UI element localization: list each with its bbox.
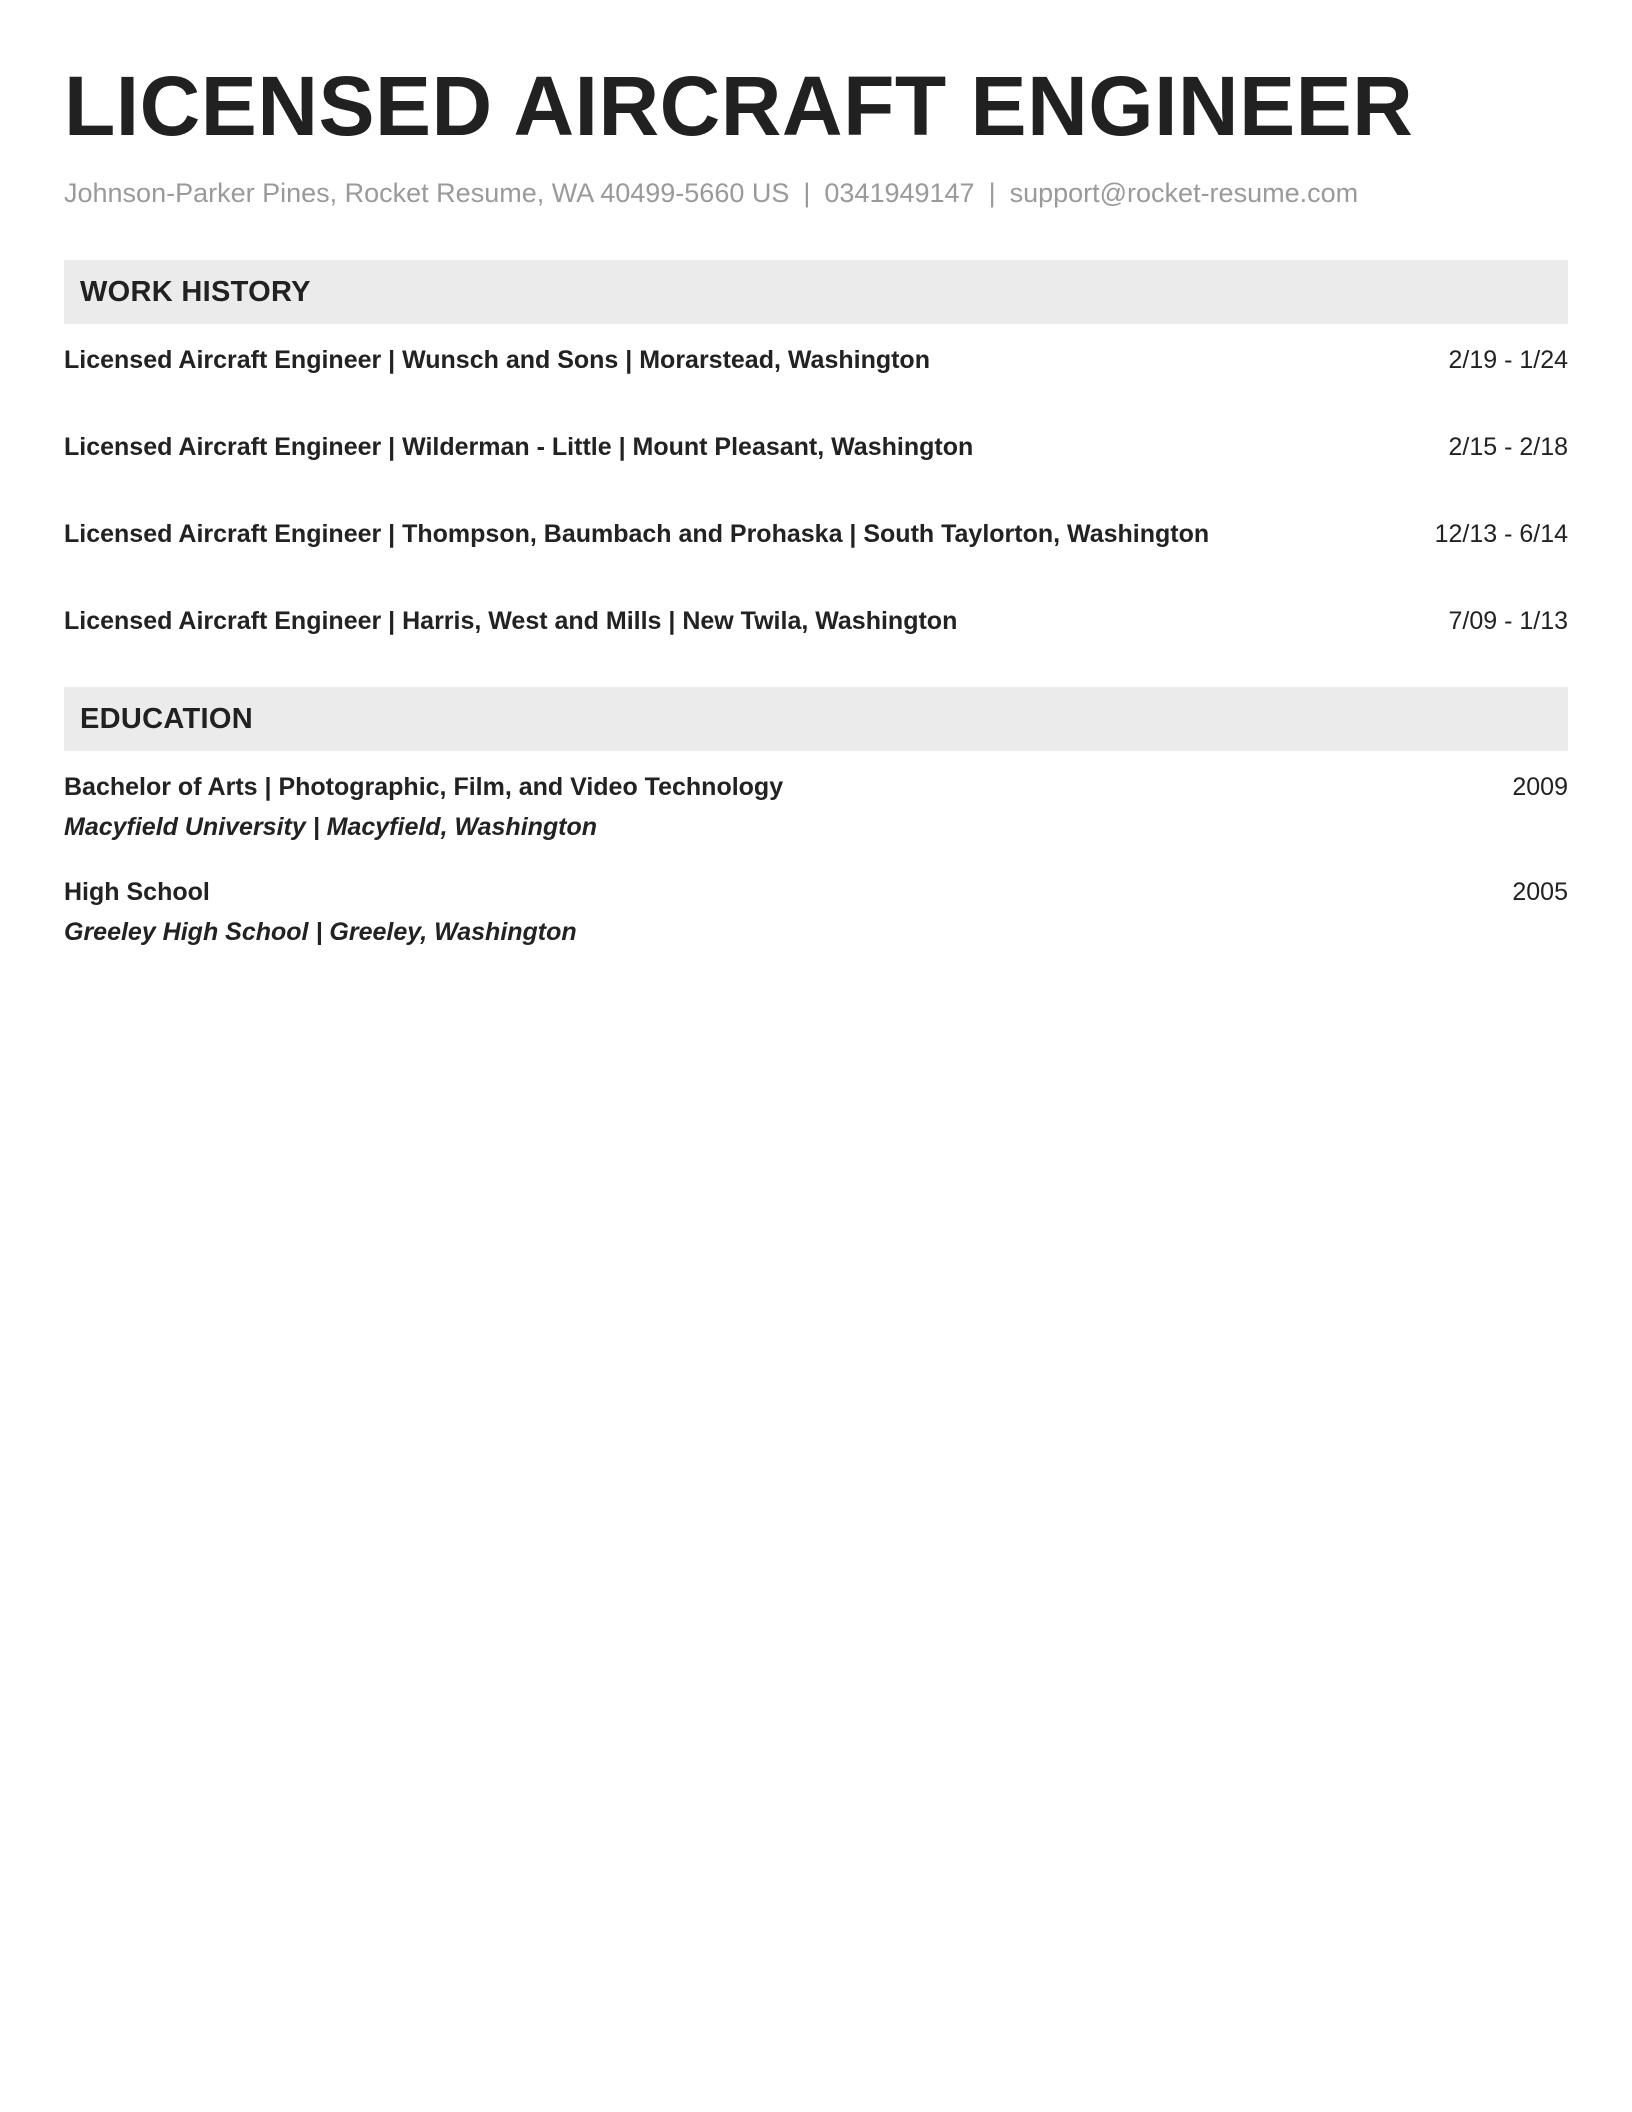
school-name: Macyfield University | Macyfield, Washington (64, 813, 598, 841)
job-dates: 2/15 - 2/18 (1448, 433, 1568, 461)
job-dates: 12/13 - 6/14 (1434, 520, 1568, 548)
work-history-list (64, 324, 1568, 637)
job-title: Licensed Aircraft Engineer | Thompson, Baumbach and Prohaska | South Taylorton, Washington (64, 520, 1210, 548)
job-dates: 7/09 - 1/13 (1448, 607, 1568, 635)
resume-name: LICENSED AIRCRAFT ENGINEER (64, 59, 1414, 153)
degree-title: Bachelor of Arts | Photographic, Film, and Video Technology (64, 773, 784, 801)
job-title: Licensed Aircraft Engineer | Wunsch and Sons | Morarstead, Washington (64, 346, 930, 374)
education-row (64, 876, 1568, 908)
work-history-heading: WORK HISTORY (64, 260, 1568, 324)
graduation-year: 2005 (1512, 878, 1568, 906)
education-heading: EDUCATION (64, 687, 1568, 751)
job-dates: 2/19 - 1/24 (1448, 346, 1568, 374)
graduation-year: 2009 (1512, 773, 1568, 801)
contact-separator: | (803, 178, 811, 208)
contact-phone: 0341949147 (824, 178, 975, 208)
work-history-item (64, 431, 1568, 463)
contact-address: Johnson-Parker Pines, Rocket Resume, WA 40499-5660 US (64, 178, 790, 208)
contact-email: support@rocket-resume.com (1009, 178, 1359, 208)
education-item (64, 876, 1568, 948)
work-history-item (64, 605, 1568, 637)
education-list (64, 751, 1568, 948)
contact-line (64, 176, 1568, 210)
job-title: Licensed Aircraft Engineer | Harris, West and Mills | New Twila, Washington (64, 607, 958, 635)
degree-title: High School (64, 878, 210, 906)
school-name: Greeley High School | Greeley, Washington (64, 918, 577, 946)
job-title: Licensed Aircraft Engineer | Wilderman - Little | Mount Pleasant, Washington (64, 433, 974, 461)
education-row (64, 771, 1568, 803)
contact-separator: | (988, 178, 996, 208)
work-history-item (64, 518, 1568, 550)
education-item (64, 771, 1568, 843)
work-history-item (64, 344, 1568, 376)
